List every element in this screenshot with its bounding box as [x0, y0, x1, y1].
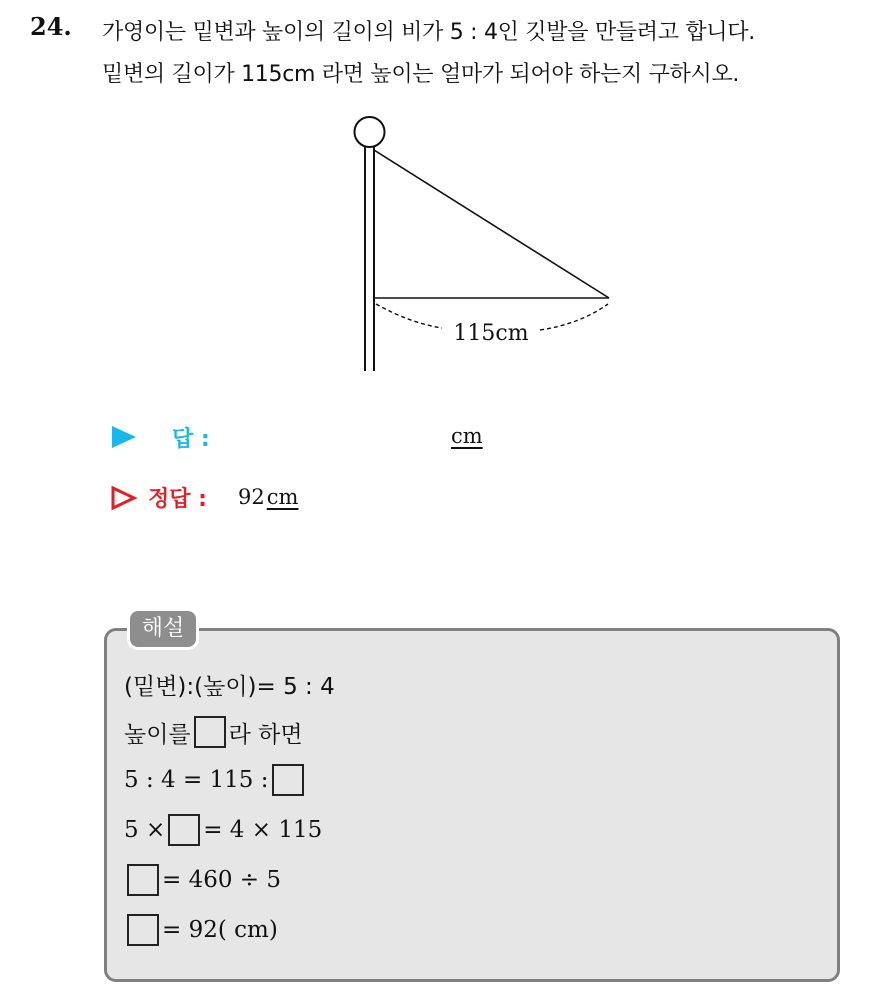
solution-line-5: [124, 862, 281, 898]
solution-line-1: [124, 666, 335, 702]
correct-answer-label: 정답 :: [148, 487, 207, 512]
solution-let-text-end: 라 하면: [228, 721, 303, 748]
solution-line-2: [124, 714, 303, 750]
correct-answer-row: [110, 482, 530, 516]
solution-line-6: [124, 912, 278, 948]
correct-answer-value: [238, 485, 298, 509]
answer-row: [110, 422, 530, 454]
unknown-box: [272, 764, 304, 796]
pole-finial: [355, 117, 385, 147]
solution-proportion-text: 5 : 4 = 115 :: [124, 767, 269, 793]
question-text-line-2: 밑변의 길이가 115cm 라면 높이는 얼마가 되어야 하는지 구하시오.: [102, 62, 740, 87]
answer-label: 답 :: [172, 427, 210, 452]
solution-line-3: [124, 762, 307, 798]
unknown-box: [127, 864, 159, 896]
question-number: 24.: [30, 12, 72, 41]
solution-division-text: = 460 ÷ 5: [162, 867, 282, 893]
flag-diagram: [330, 108, 630, 378]
base-length-label: 115cm: [453, 321, 529, 346]
solution-product-left: 5 ×: [124, 817, 166, 843]
flag-hypotenuse: [374, 150, 609, 298]
solution-product-right: = 4 × 115: [203, 817, 323, 843]
flag-figure: [330, 108, 630, 378]
solution-result-text: = 92( cm): [162, 917, 278, 943]
answer-arrow-icon: [110, 424, 138, 450]
unknown-box: [168, 814, 200, 846]
answer-unit: cm: [451, 424, 483, 448]
base-brace-right: [540, 304, 608, 330]
correct-answer-number: 92: [238, 485, 265, 509]
solution-line-4: [124, 812, 322, 848]
solution-tab: 해설: [127, 608, 199, 650]
solution-ratio-text: (밑변):(높이)= 5 : 4: [124, 673, 335, 700]
solution-let-text: 높이를: [124, 721, 191, 748]
base-brace-left: [376, 304, 442, 328]
unknown-box: [127, 914, 159, 946]
unknown-box: [194, 716, 226, 748]
correct-answer-unit: cm: [266, 485, 299, 509]
correct-arrow-icon: [110, 485, 138, 511]
question-text-line-1: 가영이는 밑변과 높이의 길이의 비가 5 : 4인 깃발을 만들려고 합니다.: [102, 20, 755, 45]
